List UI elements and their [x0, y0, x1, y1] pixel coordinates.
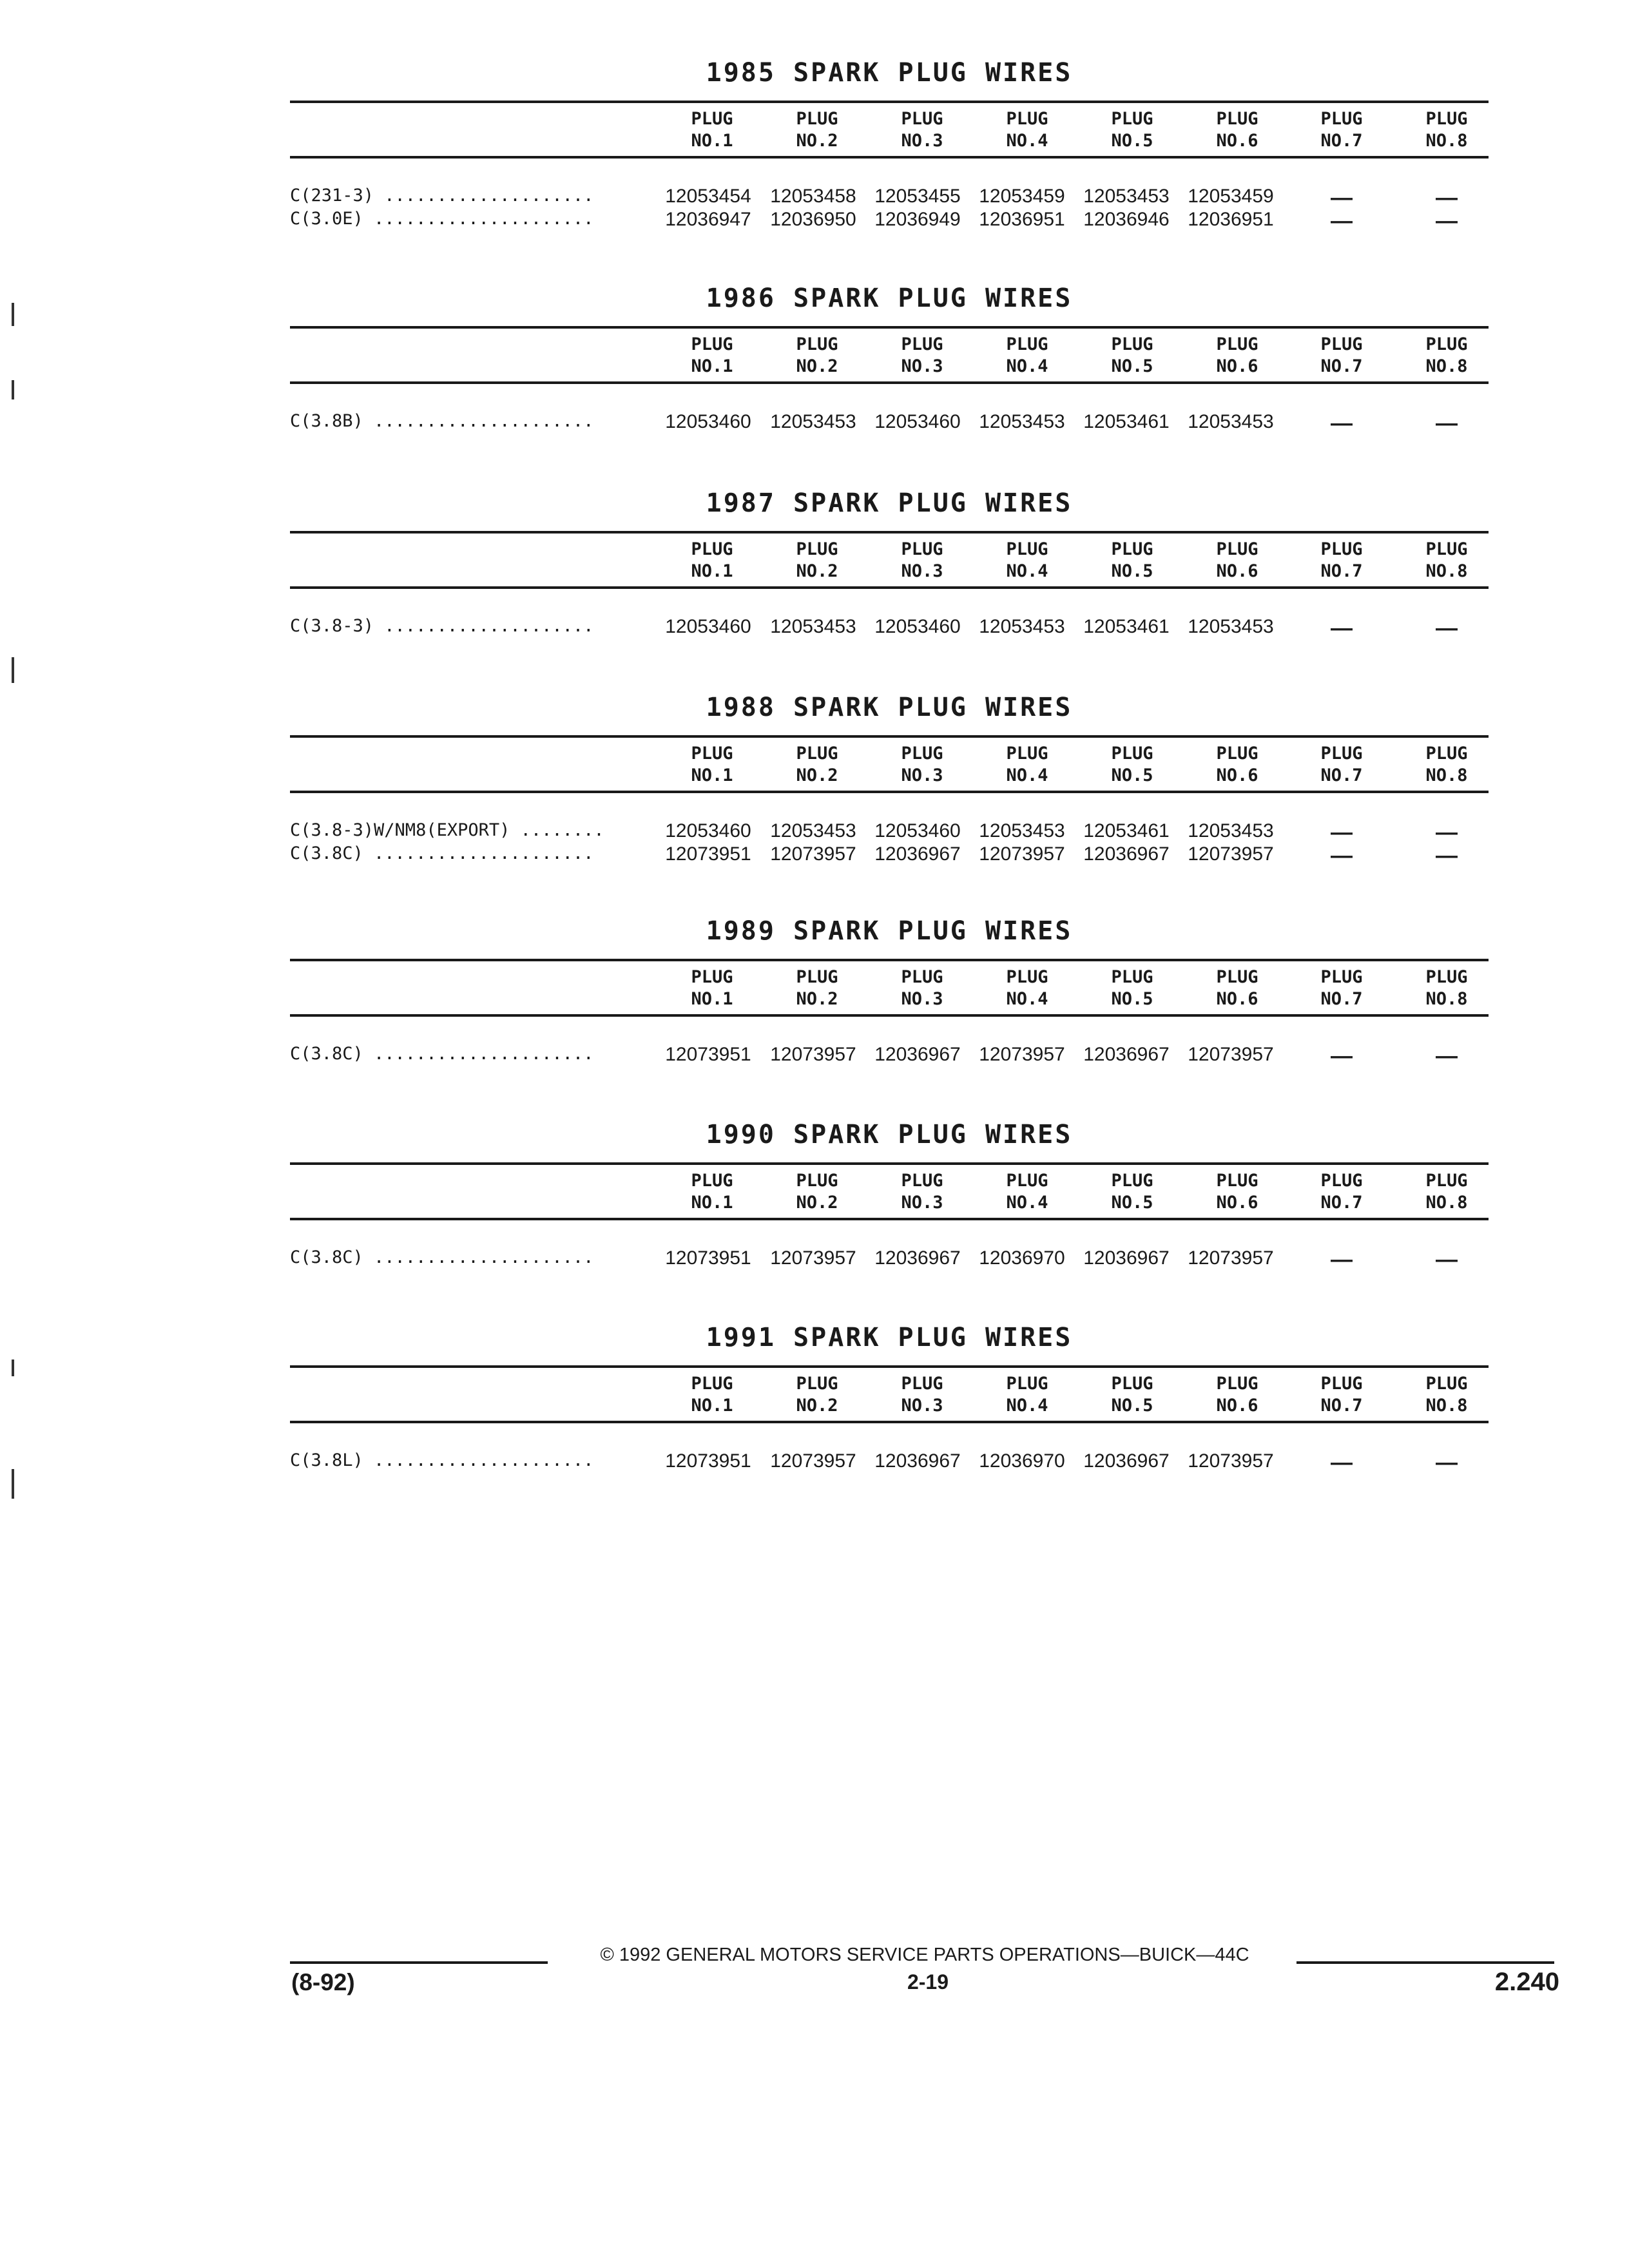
part-number-cell: 12073957: [770, 843, 856, 865]
column-header-number: NO.7: [1320, 561, 1363, 581]
part-number-cell: 12053460: [665, 820, 751, 841]
column-header-plug-5: [1084, 1373, 1181, 1417]
column-header-word: PLUG: [1425, 1374, 1468, 1394]
part-number-cell: 12036951: [1188, 209, 1274, 230]
section-1990: [290, 1120, 1489, 1272]
part-number-cell: 12073957: [770, 1450, 856, 1472]
column-header-word: PLUG: [1111, 1374, 1153, 1394]
section-title: 1991 SPARK PLUG WIRES: [706, 1323, 1073, 1352]
part-number-cell: 12053453: [979, 411, 1065, 432]
column-header-plug-8: [1398, 743, 1495, 787]
table-row: [290, 1247, 1489, 1271]
column-header-word: PLUG: [796, 109, 838, 129]
column-header-word: PLUG: [1320, 744, 1363, 764]
table-rule-top: [290, 101, 1489, 103]
column-header-number: NO.3: [901, 1396, 943, 1416]
column-header-number: NO.5: [1111, 765, 1153, 785]
part-number-cell: 12053460: [874, 616, 961, 637]
column-header-plug-3: [874, 743, 970, 787]
column-header-number: NO.7: [1320, 131, 1363, 151]
table-rule-top: [290, 1365, 1489, 1368]
column-header-plug-4: [979, 539, 1075, 582]
part-number-cell: 12073951: [665, 1044, 751, 1065]
column-header-plug-3: [874, 334, 970, 378]
part-number-cell: 12053453: [979, 616, 1065, 637]
column-header-plug-4: [979, 1170, 1075, 1214]
column-header-number: NO.4: [1006, 989, 1048, 1009]
column-header-word: PLUG: [1320, 1171, 1363, 1191]
empty-cell-dash: —: [1436, 209, 1458, 233]
part-number-cell: 12053453: [1188, 820, 1274, 841]
column-header-number: NO.6: [1216, 765, 1258, 785]
column-header-plug-8: [1398, 108, 1495, 152]
part-number-cell: 12053453: [979, 820, 1065, 841]
column-header-number: NO.6: [1216, 1396, 1258, 1416]
margin-mark: [12, 1469, 14, 1499]
column-header-plug-6: [1189, 108, 1286, 152]
column-header-plug-1: [664, 108, 760, 152]
column-header-word: PLUG: [1216, 109, 1258, 129]
empty-cell-dash: —: [1331, 1247, 1353, 1272]
column-header-number: NO.6: [1216, 356, 1258, 376]
column-header-plug-4: [979, 966, 1075, 1010]
empty-cell-dash: —: [1436, 186, 1458, 210]
column-header-word: PLUG: [1320, 967, 1363, 987]
column-header-word: PLUG: [691, 967, 733, 987]
section-1988: [290, 693, 1489, 868]
column-header-word: PLUG: [1111, 109, 1153, 129]
column-header-number: NO.6: [1216, 131, 1258, 151]
column-header-number: NO.5: [1111, 1193, 1153, 1213]
part-number-cell: 12073957: [1188, 1450, 1274, 1472]
part-number-cell: 12073957: [770, 1044, 856, 1065]
table-rule-top: [290, 326, 1489, 329]
section-1985: [290, 58, 1489, 233]
column-header-word: PLUG: [1320, 1374, 1363, 1394]
table-row: [290, 411, 1489, 434]
column-header-number: NO.4: [1006, 356, 1048, 376]
column-header-number: NO.8: [1425, 561, 1468, 581]
engine-code-label: C(231-3) ....................: [290, 186, 594, 206]
part-number-cell: 12053453: [770, 616, 856, 637]
column-header-word: PLUG: [1111, 967, 1153, 987]
column-header-word: PLUG: [1425, 1171, 1468, 1191]
column-header-word: PLUG: [901, 967, 943, 987]
column-header-plug-1: [664, 1170, 760, 1214]
column-header-plug-1: [664, 1373, 760, 1417]
column-header-plug-2: [769, 1170, 865, 1214]
column-header-plug-6: [1189, 1373, 1286, 1417]
part-number-cell: 12073957: [979, 1044, 1065, 1065]
column-header-word: PLUG: [1216, 967, 1258, 987]
table-row: [290, 209, 1489, 232]
table-rule-bottom: [290, 156, 1489, 159]
column-header-plug-7: [1293, 1170, 1390, 1214]
part-number-cell: 12053453: [770, 820, 856, 841]
column-header-word: PLUG: [1111, 1171, 1153, 1191]
empty-cell-dash: —: [1436, 1450, 1458, 1475]
part-number-cell: 12036967: [1083, 843, 1170, 865]
engine-code-label: C(3.8L) .....................: [290, 1450, 594, 1470]
column-header-word: PLUG: [796, 539, 838, 559]
column-header-plug-8: [1398, 539, 1495, 582]
column-header-number: NO.2: [796, 765, 838, 785]
column-header-number: NO.4: [1006, 765, 1048, 785]
part-number-cell: 12073957: [979, 843, 1065, 865]
column-header-plug-5: [1084, 966, 1181, 1010]
part-number-cell: 12036970: [979, 1450, 1065, 1472]
column-header-plug-7: [1293, 1373, 1390, 1417]
part-number-cell: 12053453: [770, 411, 856, 432]
column-header-number: NO.2: [796, 1193, 838, 1213]
column-header-number: NO.3: [901, 561, 943, 581]
column-header-word: PLUG: [901, 109, 943, 129]
table-row: [290, 186, 1489, 209]
column-header-plug-8: [1398, 1373, 1495, 1417]
table-rule-bottom: [290, 1218, 1489, 1220]
column-header-word: PLUG: [1006, 539, 1048, 559]
column-header-plug-1: [664, 743, 760, 787]
part-number-cell: 12053453: [1188, 616, 1274, 637]
column-header-plug-8: [1398, 1170, 1495, 1214]
part-number-cell: 12073957: [1188, 843, 1274, 865]
engine-code-label: C(3.8C) .....................: [290, 1044, 594, 1064]
footer-copyright: © 1992 GENERAL MOTORS SERVICE PARTS OPERATIONS—BUICK—44C: [600, 1945, 1249, 1965]
column-header-plug-2: [769, 1373, 865, 1417]
column-header-number: NO.1: [691, 356, 733, 376]
column-header-number: NO.2: [796, 1396, 838, 1416]
table-rule-bottom: [290, 1421, 1489, 1423]
column-header-word: PLUG: [1006, 334, 1048, 354]
margin-mark: [12, 657, 14, 683]
column-header-plug-2: [769, 108, 865, 152]
column-header-word: PLUG: [901, 1171, 943, 1191]
part-number-cell: 12036951: [979, 209, 1065, 230]
empty-cell-dash: —: [1331, 820, 1353, 845]
part-number-cell: 12073957: [1188, 1247, 1274, 1269]
column-header-plug-5: [1084, 108, 1181, 152]
empty-cell-dash: —: [1331, 209, 1353, 233]
column-header-number: NO.4: [1006, 131, 1048, 151]
column-header-number: NO.7: [1320, 765, 1363, 785]
column-header-plug-3: [874, 539, 970, 582]
column-header-word: PLUG: [1216, 334, 1258, 354]
engine-code-label: C(3.0E) .....................: [290, 209, 594, 229]
part-number-cell: 12036946: [1083, 209, 1170, 230]
column-header-word: PLUG: [1320, 539, 1363, 559]
column-header-plug-6: [1189, 966, 1286, 1010]
part-number-cell: 12073957: [770, 1247, 856, 1269]
part-number-cell: 12053461: [1083, 616, 1170, 637]
column-header-number: NO.5: [1111, 131, 1153, 151]
column-header-number: NO.3: [901, 1193, 943, 1213]
column-header-number: NO.4: [1006, 561, 1048, 581]
empty-cell-dash: —: [1331, 843, 1353, 868]
part-number-cell: 12073957: [1188, 1044, 1274, 1065]
part-number-cell: 12053453: [1188, 411, 1274, 432]
engine-code-label: C(3.8-3)W/NM8(EXPORT) ........: [290, 820, 604, 840]
column-header-word: PLUG: [1006, 744, 1048, 764]
part-number-cell: 12053459: [1188, 186, 1274, 207]
column-header-word: PLUG: [796, 1171, 838, 1191]
table-rule-top: [290, 959, 1489, 961]
empty-cell-dash: —: [1436, 1247, 1458, 1272]
column-header-number: NO.5: [1111, 561, 1153, 581]
column-header-number: NO.2: [796, 989, 838, 1009]
column-header-word: PLUG: [691, 334, 733, 354]
section-title: 1990 SPARK PLUG WIRES: [706, 1120, 1073, 1149]
part-number-cell: 12036949: [874, 209, 961, 230]
column-header-plug-7: [1293, 334, 1390, 378]
column-header-plug-6: [1189, 1170, 1286, 1214]
column-header-number: NO.3: [901, 765, 943, 785]
part-number-cell: 12036967: [1083, 1247, 1170, 1269]
column-header-word: PLUG: [796, 1374, 838, 1394]
footer-page-number: 2-19: [907, 1970, 949, 1994]
empty-cell-dash: —: [1436, 411, 1458, 436]
column-header-plug-3: [874, 1170, 970, 1214]
part-number-cell: 12073951: [665, 1247, 751, 1269]
part-number-cell: 12036947: [665, 209, 751, 230]
footer-rule-right: [1296, 1961, 1554, 1964]
table-row: [290, 1450, 1489, 1474]
footer-rule-left: [290, 1961, 548, 1964]
empty-cell-dash: —: [1331, 411, 1353, 436]
column-header-plug-4: [979, 108, 1075, 152]
column-header-plug-1: [664, 966, 760, 1010]
column-header-word: PLUG: [1111, 334, 1153, 354]
empty-cell-dash: —: [1331, 186, 1353, 210]
column-header-plug-3: [874, 108, 970, 152]
column-header-plug-5: [1084, 539, 1181, 582]
column-header-word: PLUG: [1425, 334, 1468, 354]
engine-code-label: C(3.8C) .....................: [290, 843, 594, 863]
column-header-number: NO.3: [901, 989, 943, 1009]
section-1991: [290, 1323, 1489, 1475]
column-header-word: PLUG: [691, 1374, 733, 1394]
column-header-number: NO.5: [1111, 1396, 1153, 1416]
column-header-word: PLUG: [1320, 109, 1363, 129]
column-header-number: NO.1: [691, 561, 733, 581]
column-header-number: NO.4: [1006, 1396, 1048, 1416]
column-header-plug-8: [1398, 334, 1495, 378]
column-header-word: PLUG: [1111, 539, 1153, 559]
column-header-number: NO.7: [1320, 989, 1363, 1009]
column-header-plug-4: [979, 334, 1075, 378]
table-row: [290, 616, 1489, 639]
part-number-cell: 12053459: [979, 186, 1065, 207]
column-header-plug-2: [769, 539, 865, 582]
column-header-plug-6: [1189, 743, 1286, 787]
column-header-number: NO.1: [691, 765, 733, 785]
column-header-word: PLUG: [1216, 1171, 1258, 1191]
column-header-number: NO.1: [691, 131, 733, 151]
column-header-number: NO.5: [1111, 356, 1153, 376]
column-header-number: NO.8: [1425, 356, 1468, 376]
column-header-number: NO.2: [796, 356, 838, 376]
column-header-word: PLUG: [1425, 744, 1468, 764]
column-header-word: PLUG: [1320, 334, 1363, 354]
part-number-cell: 12053453: [1083, 186, 1170, 207]
column-header-plug-8: [1398, 966, 1495, 1010]
margin-mark: [12, 303, 14, 326]
part-number-cell: 12036967: [1083, 1450, 1170, 1472]
column-header-number: NO.5: [1111, 989, 1153, 1009]
part-number-cell: 12053460: [874, 820, 961, 841]
column-header-number: NO.7: [1320, 1396, 1363, 1416]
column-header-plug-6: [1189, 334, 1286, 378]
table-rule-bottom: [290, 381, 1489, 384]
part-number-cell: 12053461: [1083, 820, 1170, 841]
column-header-number: NO.8: [1425, 1396, 1468, 1416]
part-number-cell: 12053454: [665, 186, 751, 207]
column-header-plug-3: [874, 1373, 970, 1417]
column-header-number: NO.6: [1216, 989, 1258, 1009]
empty-cell-dash: —: [1331, 1044, 1353, 1068]
table-rule-top: [290, 531, 1489, 533]
column-header-word: PLUG: [1425, 109, 1468, 129]
column-header-word: PLUG: [901, 744, 943, 764]
column-header-number: NO.1: [691, 989, 733, 1009]
column-header-word: PLUG: [796, 334, 838, 354]
section-1987: [290, 488, 1489, 640]
column-header-number: NO.8: [1425, 1193, 1468, 1213]
column-header-word: PLUG: [1006, 109, 1048, 129]
empty-cell-dash: —: [1331, 1450, 1353, 1475]
table-row: [290, 820, 1489, 843]
column-header-word: PLUG: [796, 967, 838, 987]
column-header-number: NO.8: [1425, 765, 1468, 785]
table-rule-top: [290, 1162, 1489, 1165]
column-header-word: PLUG: [1111, 744, 1153, 764]
section-1989: [290, 916, 1489, 1068]
table-rule-bottom: [290, 1014, 1489, 1017]
empty-cell-dash: —: [1436, 843, 1458, 868]
column-header-word: PLUG: [691, 1171, 733, 1191]
column-header-plug-5: [1084, 1170, 1181, 1214]
empty-cell-dash: —: [1436, 616, 1458, 640]
column-header-number: NO.1: [691, 1193, 733, 1213]
column-header-plug-2: [769, 743, 865, 787]
engine-code-label: C(3.8C) .....................: [290, 1247, 594, 1267]
margin-mark: [12, 1360, 14, 1376]
column-header-word: PLUG: [1216, 1374, 1258, 1394]
column-header-plug-5: [1084, 334, 1181, 378]
empty-cell-dash: —: [1436, 1044, 1458, 1068]
column-header-number: NO.8: [1425, 989, 1468, 1009]
column-header-number: NO.6: [1216, 561, 1258, 581]
column-header-word: PLUG: [691, 539, 733, 559]
section-title: 1987 SPARK PLUG WIRES: [706, 488, 1073, 518]
table-row: [290, 843, 1489, 867]
part-number-cell: 12036967: [874, 843, 961, 865]
column-header-number: NO.3: [901, 131, 943, 151]
column-header-word: PLUG: [691, 109, 733, 129]
section-1986: [290, 284, 1489, 436]
column-header-word: PLUG: [1216, 539, 1258, 559]
column-header-plug-1: [664, 334, 760, 378]
column-header-word: PLUG: [901, 1374, 943, 1394]
column-header-word: PLUG: [1006, 967, 1048, 987]
part-number-cell: 12053458: [770, 186, 856, 207]
part-number-cell: 12053460: [665, 616, 751, 637]
table-row: [290, 1044, 1489, 1067]
section-title: 1986 SPARK PLUG WIRES: [706, 284, 1073, 313]
column-header-number: NO.2: [796, 131, 838, 151]
column-header-number: NO.7: [1320, 1193, 1363, 1213]
section-title: 1988 SPARK PLUG WIRES: [706, 693, 1073, 722]
table-rule-top: [290, 735, 1489, 738]
column-header-number: NO.8: [1425, 131, 1468, 151]
column-header-plug-6: [1189, 539, 1286, 582]
engine-code-label: C(3.8-3) ....................: [290, 616, 594, 636]
column-header-plug-4: [979, 743, 1075, 787]
engine-code-label: C(3.8B) .....................: [290, 411, 594, 431]
part-number-cell: 12036950: [770, 209, 856, 230]
column-header-number: NO.3: [901, 356, 943, 376]
column-header-word: PLUG: [796, 744, 838, 764]
table-rule-bottom: [290, 586, 1489, 589]
part-number-cell: 12036970: [979, 1247, 1065, 1269]
column-header-word: PLUG: [1425, 539, 1468, 559]
section-title: 1985 SPARK PLUG WIRES: [706, 58, 1073, 88]
column-header-word: PLUG: [1425, 967, 1468, 987]
column-header-number: NO.2: [796, 561, 838, 581]
column-header-plug-2: [769, 966, 865, 1010]
column-header-number: NO.7: [1320, 356, 1363, 376]
column-header-plug-2: [769, 334, 865, 378]
column-header-plug-7: [1293, 108, 1390, 152]
column-header-plug-7: [1293, 539, 1390, 582]
column-header-word: PLUG: [691, 744, 733, 764]
empty-cell-dash: —: [1436, 820, 1458, 845]
column-header-word: PLUG: [901, 334, 943, 354]
part-number-cell: 12036967: [874, 1044, 961, 1065]
column-header-number: NO.4: [1006, 1193, 1048, 1213]
column-header-plug-3: [874, 966, 970, 1010]
table-rule-bottom: [290, 791, 1489, 793]
part-number-cell: 12073951: [665, 843, 751, 865]
column-header-plug-1: [664, 539, 760, 582]
column-header-plug-7: [1293, 966, 1390, 1010]
part-number-cell: 12036967: [874, 1247, 961, 1269]
column-header-plug-7: [1293, 743, 1390, 787]
footer-section-number: 2.240: [1494, 1968, 1559, 1996]
empty-cell-dash: —: [1331, 616, 1353, 640]
column-header-word: PLUG: [901, 539, 943, 559]
part-number-cell: 12053455: [874, 186, 961, 207]
column-header-plug-5: [1084, 743, 1181, 787]
footer-date-code: (8-92): [291, 1969, 355, 1995]
column-header-number: NO.6: [1216, 1193, 1258, 1213]
part-number-cell: 12036967: [1083, 1044, 1170, 1065]
margin-mark: [12, 380, 14, 399]
column-header-word: PLUG: [1006, 1171, 1048, 1191]
part-number-cell: 12053460: [874, 411, 961, 432]
part-number-cell: 12053461: [1083, 411, 1170, 432]
part-number-cell: 12073951: [665, 1450, 751, 1472]
section-title: 1989 SPARK PLUG WIRES: [706, 916, 1073, 946]
column-header-plug-4: [979, 1373, 1075, 1417]
part-number-cell: 12036967: [874, 1450, 961, 1472]
column-header-word: PLUG: [1216, 744, 1258, 764]
column-header-word: PLUG: [1006, 1374, 1048, 1394]
column-header-number: NO.1: [691, 1396, 733, 1416]
part-number-cell: 12053460: [665, 411, 751, 432]
